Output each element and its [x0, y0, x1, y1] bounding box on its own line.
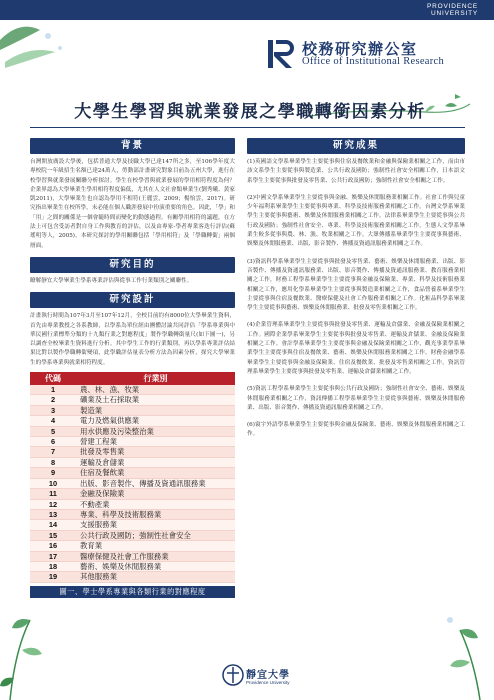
industry-code-table [30, 372, 235, 583]
table-row [30, 561, 235, 571]
table-row [30, 437, 235, 447]
table-row [30, 530, 235, 540]
section-heading-background: 背景 [30, 138, 235, 154]
result-item-6: (6)寰宇外語學系畢業學生主要從事與金融及保險業、藝術、娛樂及休閒服務業相關之工作。 [247, 422, 465, 438]
industry-name: 批發及零售業 [76, 447, 235, 457]
office-name-en: Office of Institutional Research [302, 56, 445, 67]
industry-code: 19 [30, 572, 76, 582]
industry-code: 3 [30, 405, 76, 415]
industry-code: 7 [30, 447, 76, 457]
industry-code: 1 [30, 385, 76, 395]
industry-name: 公共行政及國防；強制性社會安全 [76, 530, 235, 540]
industry-name: 營建工程業 [76, 437, 235, 447]
table-row [30, 489, 235, 499]
table-row [30, 572, 235, 582]
table-row [30, 457, 235, 467]
background-text: 台灣開放廣設大學後，包括普通大學及技職大學已達147所之多，至106學年度大專校院一年級招生名額已達24萬人，勞動部計畫研究對象目前為五州大學，進行在校學習與就業發展關聯分析探討。學生在校學習與就業發展的學用相符程度為何？企業界認為大學畢業生學用相符程度偏低，尤其在人文社會類畢業生(劉秀曦、黃家凱2011)，大學畢業生也自認為學用不相符(王麗雲，2009；楊怡雲，2017)。研究指出畢業生在校所學，未必能在個人職涯發展中扮演重要的角色。因此，「學」和「用」之間的關係是一個會隨時間而變化的動態過程。有關學用相符的議題，在方法上可包含受訪者對自身工作與教育的評估，以及由專家-學者專業客迭行評估(蘇瑤明等人，2005)。本研究探討的學用關聯包括「學用相符」及「學職轉銜」兩個層面。 [30, 159, 235, 249]
industry-name: 礦業及土石採取業 [76, 395, 235, 405]
industry-code: 8 [30, 457, 76, 467]
table-row [30, 426, 235, 436]
industry-name: 醫療保健及社會工作服務業 [76, 551, 235, 561]
section-heading-design: 研究設計 [30, 292, 235, 308]
table-row [30, 541, 235, 551]
industry-code: 14 [30, 520, 76, 530]
industry-name: 運輸及倉儲業 [76, 457, 235, 467]
table-row [30, 416, 235, 426]
industry-code: 10 [30, 478, 76, 488]
industry-code: 17 [30, 551, 76, 561]
industry-name: 出版、影音製作、傳播及資通訊服務業 [76, 478, 235, 488]
industry-code: 18 [30, 561, 76, 571]
result-item-1: (1)英國語文學系畢業學生主要從事與住宿及餐飲業和金融與保險業相關之工作，而由市該文系學生主要從事與製造業、公共行政及國防；強制性社會安全相關工作，日本語文系學生主要從事與批發及零售業、公共行政及國防；強制性社會安全相關之工作。 [247, 159, 465, 184]
industry-name: 住宿及餐飲業 [76, 468, 235, 478]
table-row [30, 520, 235, 530]
university-name-en: PROVIDENCE UNIVERSITY [427, 3, 478, 17]
page-title: 大學生學習與就業發展之學職轉銜因素分析 [74, 102, 426, 122]
industry-code: 16 [30, 541, 76, 551]
industry-code: 9 [30, 468, 76, 478]
section-heading-results: 研究成果 [247, 138, 465, 154]
table-row [30, 447, 235, 457]
industry-code: 4 [30, 416, 76, 426]
industry-name: 不動產業 [76, 499, 235, 509]
table-row [30, 395, 235, 405]
industry-code: 12 [30, 499, 76, 509]
table-header-code: 代碼 [30, 372, 76, 385]
leaf-decoration-bottom-right [430, 590, 494, 700]
result-item-5: (5)資訊工程學系畢業學生主要從事與公共行政及國防；強制性社會安全、藝術、娛樂及休閒服務業相關之工作，資訊傳播工程學系畢業學生主要從事與藝術、娛樂及休閒服務業、出版、影音製作、傳播及資通訊服務業相關之工作。 [247, 386, 465, 411]
table-row [30, 509, 235, 519]
left-column [30, 138, 235, 598]
table-row [30, 468, 235, 478]
industry-code: 5 [30, 426, 76, 436]
industry-name: 電力及燃氣供應業 [76, 416, 235, 426]
result-item-3: (3)資訊科學系畢業學生主要從事與批發及零售業、藝術、娛樂及休閒服務業、出版、影音製作、傳播及資通訊服務業、出版、影音製作、傳播及資通訊服務業、教育服務業相關之工作，財務工程學系畢業學生主要從事與金融及保險業、專業、科學及技術服務業相關之工作，應用化學系畢業學生主要從事與製造業相關之工作，食品營養系畢業學生主要從事與住宿及餐飲業、醫療保健及社會工作服務業相關之工作。化粧品科學系畢業學生主要從事與藝術、娛樂及休閒服務業、批發及零售業相關之工作。 [247, 258, 465, 312]
result-item-4: (4)企業管理系畢業學生主要從事與批發及零售業、運輸及倉儲業、金融及保險業相關之工作。國際企業學系畢業學生主要從事與批發及零售業、運輸及倉儲業、金融及保險業相關之工作。會計學系畢業學生主要從事與金融及保險業相關之工作，觀光事業學系畢業學生主要從事與住宿及餐飲業、藝術、娛樂及休閒服務業相關之工作。財務金融學系畢業學生主要從事與金融及保險業、住宿及餐飲業、批發及零售業相關之工作，資訊管理系畢業學生主要從事與批發及零售業、運輸及倉儲業相關之工作。 [247, 322, 465, 375]
industry-name: 其他服務業 [76, 572, 235, 582]
industry-name: 金融及保險業 [76, 489, 235, 499]
industry-code: 11 [30, 489, 76, 499]
table-header-industry: 行業別 [76, 372, 235, 385]
leaf-decoration-bottom-left [0, 560, 60, 700]
top-banner [0, 0, 494, 20]
industry-name: 教育業 [76, 541, 235, 551]
industry-name: 農、林、漁、牧業 [76, 385, 235, 395]
table-row [30, 405, 235, 415]
section-heading-purpose: 研究目的 [30, 257, 235, 273]
industry-code: 2 [30, 395, 76, 405]
result-item-2: (2)中國文學系畢業學生主要從事與金融、娛樂及休閒服務業相關工作。社會工作與兒童少年福利系畢業學生主要從事與專業、科學及技術服務業相關之工作。台灣文學系畢業學生主要從事與藝術、娛樂及休閒服務業相關之工作。法律系畢業學生主要從事與公共行政及國防；強制性社會安全、專業、科學及技術服務業相關之工作。生態人文學系畢業生較多從事與農、林、漁、牧業相關之工作。大眾傳播系畢業學生主要從事與藝術、娛樂及休閒服務業、出版、影音製作、傳播及資通訊服務業相關之工作。 [247, 194, 465, 248]
industry-name: 用水供應及污染整治業 [76, 426, 235, 436]
title-divider [30, 127, 465, 128]
industry-name: 製造業 [76, 405, 235, 415]
table-row [30, 478, 235, 488]
office-name-cn: 校務研究辦公室 [302, 40, 418, 58]
footer-university-name-en: Providence University [246, 680, 290, 685]
office-logo-icon [262, 34, 302, 74]
industry-code: 15 [30, 530, 76, 540]
industry-code: 13 [30, 509, 76, 519]
industry-name: 支援服務業 [76, 520, 235, 530]
industry-name: 專業、科學及技術服務業 [76, 509, 235, 519]
industry-code: 6 [30, 437, 76, 447]
design-text: 計畫執行時間為107年3月至107年12月，全校目前約有8000位大學畢業生資料，首先由專業教授之各系教師，以學系為單位經由團體討論共同評估「學系專業與中華民國行業標準分類的十九類行業之對應程度」製作學職轉銜量尺(如下圖一)，另以調查全校畢業生資料進行分析。其中學生工作的行業類別，再以學系專業評估結果比對以製作學職轉銜變項，此學職評估量表分析方法為因素分析，探究大學畢業生的學系專業與就業相符程度。 [30, 313, 235, 366]
table-caption: 圖一、學士學系專業與各類行業的對應程度 [30, 586, 235, 598]
table-row [30, 551, 235, 561]
table-row [30, 385, 235, 395]
right-column [247, 138, 465, 448]
purpose-text: 瞭解靜宜大學畢業生學系專業評估與從事工作行業類別之關聯性。 [30, 277, 193, 284]
footer-university-name-cn: 靜宜大學 [246, 670, 290, 681]
industry-name: 藝術、娛樂及休閒服務業 [76, 561, 235, 571]
table-row [30, 499, 235, 509]
